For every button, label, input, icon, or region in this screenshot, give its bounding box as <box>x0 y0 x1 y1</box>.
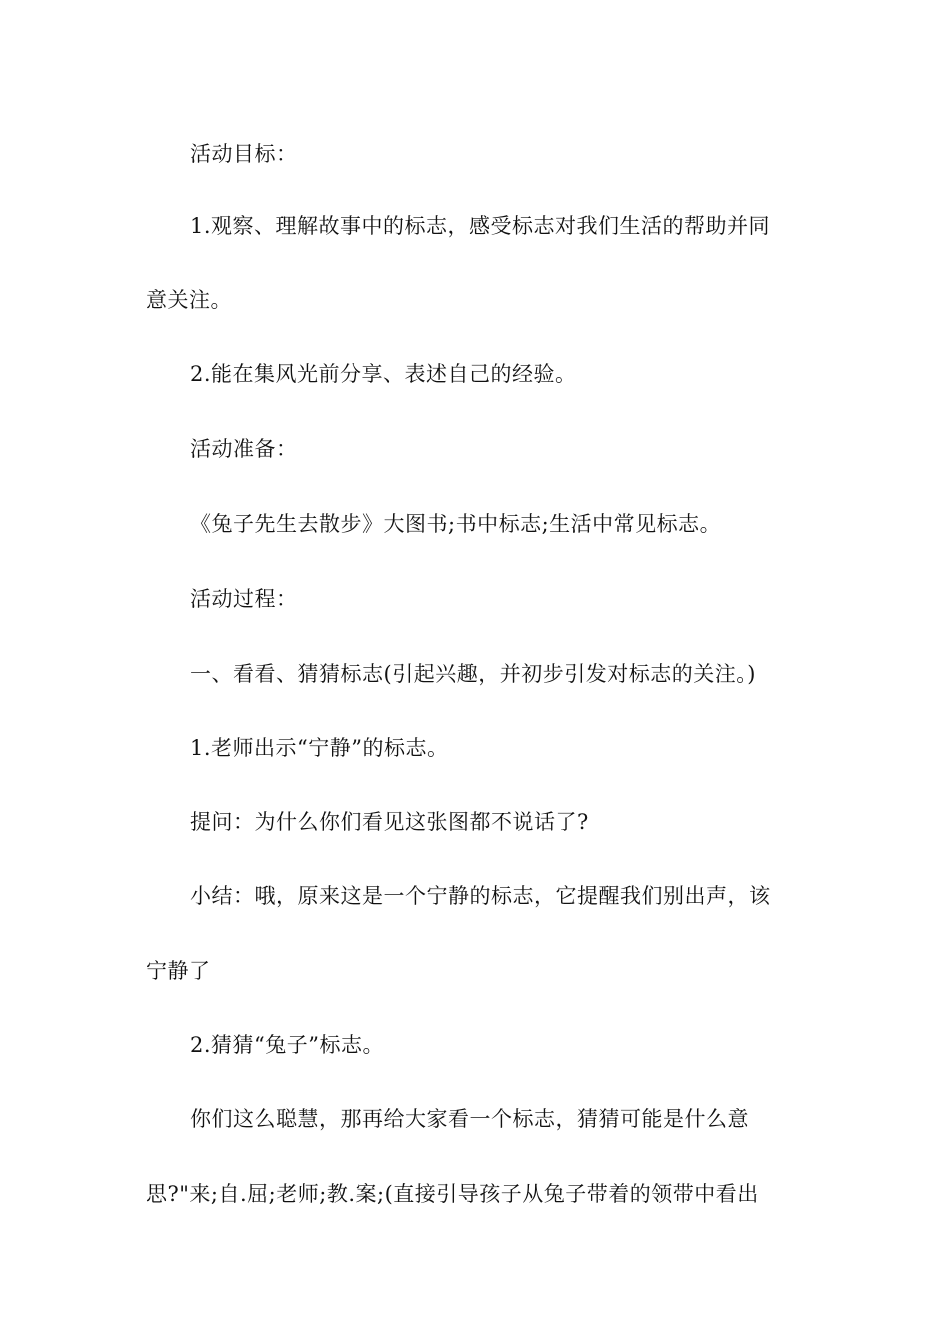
paragraph-line: 1.老师出示“宁静”的标志。 <box>190 736 449 760</box>
paragraph-line: 一、看看、猜猜标志(引起兴趣，并初步引发对标志的关注。) <box>190 662 756 686</box>
paragraph-line: 提问：为什么你们看见这张图都不说话了? <box>190 810 589 834</box>
paragraph-line: 思?"来;自.屈;老师;教.案;(直接引导孩子从兔子带着的领带中看出 <box>146 1182 759 1206</box>
paragraph-line: 2.猜猜“兔子”标志。 <box>190 1033 385 1057</box>
paragraph-line: 《兔子先生去散步》大图书;书中标志;生活中常见标志。 <box>190 512 722 536</box>
paragraph-line: 你们这么聪慧，那再给大家看一个标志，猜猜可能是什么意 <box>190 1107 749 1131</box>
paragraph-line: 2.能在集风光前分享、表述自己的经验。 <box>190 362 577 386</box>
heading-activity-goals: 活动目标： <box>190 142 298 166</box>
paragraph-line: 宁静了 <box>146 959 211 983</box>
heading-activity-preparation: 活动准备： <box>190 437 298 461</box>
paragraph-line: 意关注。 <box>146 288 232 312</box>
paragraph-line: 1.观察、理解故事中的标志，感受标志对我们生活的帮助并同 <box>190 214 771 238</box>
heading-activity-process: 活动过程： <box>190 587 298 611</box>
paragraph-line: 小结：哦，原来这是一个宁静的标志，它提醒我们别出声，该 <box>190 884 771 908</box>
